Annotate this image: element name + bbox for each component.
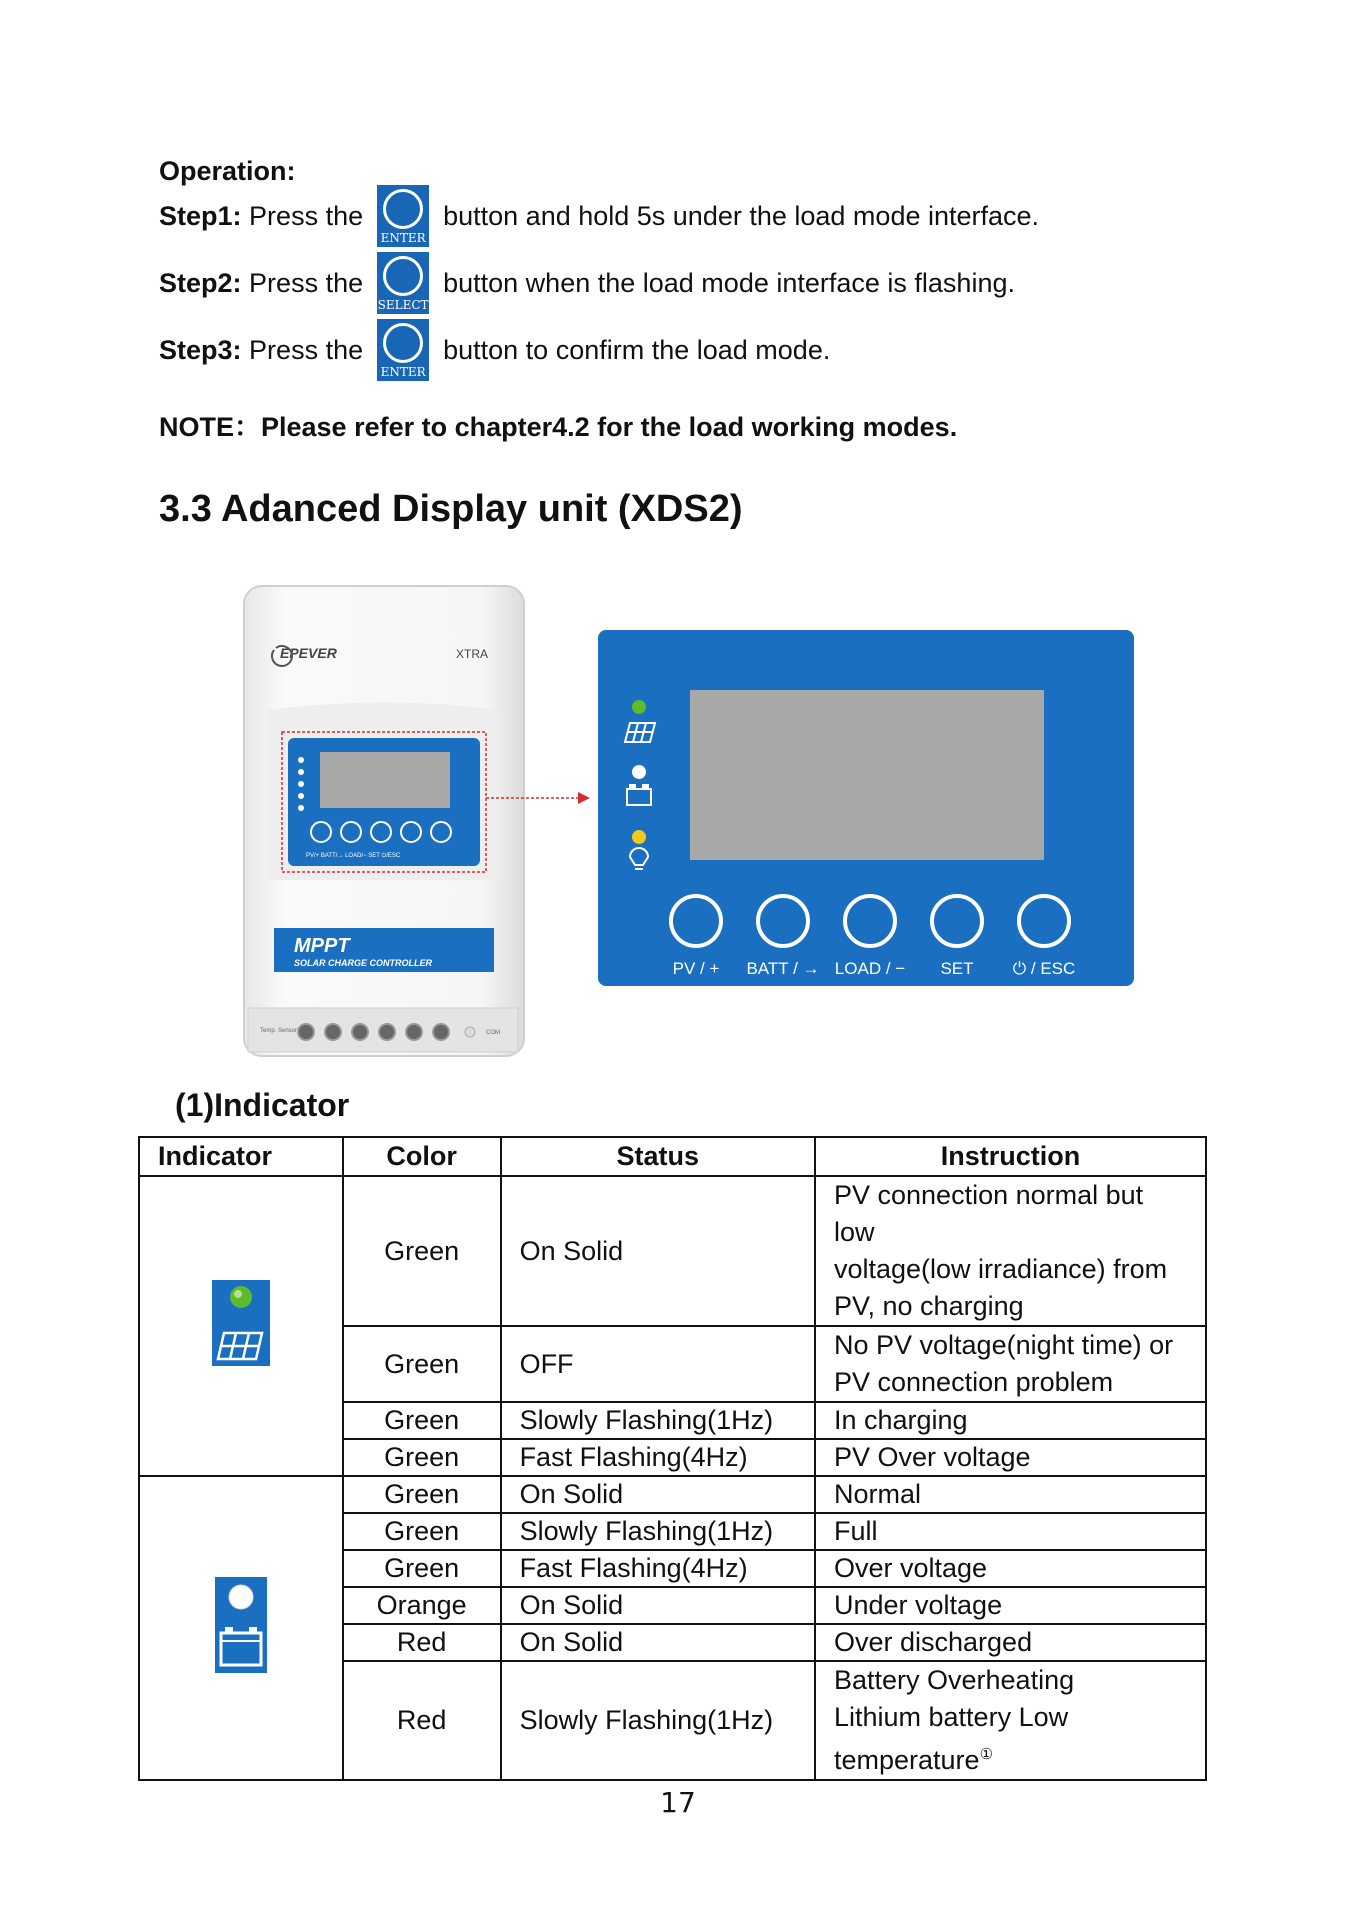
small-button-labels: PV/+ BATT/→ LOAD/− SET ⏻/ESC	[306, 853, 401, 859]
status-cell: Slowly Flashing(1Hz)	[501, 1402, 815, 1439]
color-cell: Green	[343, 1176, 501, 1326]
indicator-table	[138, 1136, 1207, 1781]
pv-indicator-cell	[139, 1176, 343, 1476]
load-led	[632, 830, 646, 844]
step-text: Press the	[249, 267, 364, 298]
step-label: Step3:	[159, 334, 242, 365]
color-cell: Green	[343, 1513, 501, 1550]
color-cell: Green	[343, 1402, 501, 1439]
status-cell: Slowly Flashing(1Hz)	[501, 1661, 815, 1780]
status-cell: On Solid	[501, 1176, 815, 1326]
temp-sensor-label: Temp. Sensor	[260, 1028, 298, 1034]
col-header-status: Status	[501, 1137, 815, 1176]
status-cell: Fast Flashing(4Hz)	[501, 1550, 815, 1587]
status-cell: On Solid	[501, 1624, 815, 1661]
battery-led	[632, 765, 646, 779]
status-cell: Slowly Flashing(1Hz)	[501, 1513, 815, 1550]
color-cell: Green	[343, 1476, 501, 1513]
step-text: Press the	[249, 334, 364, 365]
status-cell: On Solid	[501, 1587, 815, 1624]
status-cell: OFF	[501, 1326, 815, 1402]
enter-button-icon: ENTER	[377, 319, 429, 381]
step-label: Step1:	[159, 200, 242, 231]
step-3	[159, 319, 830, 381]
mppt-title: MPPT	[294, 935, 350, 957]
footnote-mark: ①	[979, 1746, 994, 1763]
step-text: button to confirm the load mode.	[443, 334, 831, 365]
color-cell: Green	[343, 1439, 501, 1476]
color-cell: Green	[343, 1326, 501, 1402]
instruction-cell: Normal	[815, 1476, 1206, 1513]
color-cell: Red	[343, 1661, 501, 1780]
col-header-indicator: Indicator	[139, 1137, 343, 1176]
instruction-cell: Over discharged	[815, 1624, 1206, 1661]
indicator-heading: (1)Indicator	[175, 1087, 350, 1123]
color-cell: Red	[343, 1624, 501, 1661]
step-label: Step2:	[159, 267, 242, 298]
col-header-instruction: Instruction	[815, 1137, 1206, 1176]
status-cell: On Solid	[501, 1476, 815, 1513]
com-label: COM	[486, 1030, 500, 1036]
instruction-cell: PV Over voltage	[815, 1439, 1206, 1476]
instruction-cell: No PV voltage(night time) or PV connection problem	[815, 1326, 1206, 1402]
select-button-icon: SELECT	[377, 252, 429, 314]
pv-indicator-icon	[212, 1280, 270, 1366]
operation-title: Operation:	[159, 156, 296, 186]
set-label: SET	[940, 959, 974, 978]
device-illustration	[238, 580, 1138, 1080]
instruction-cell: In charging	[815, 1402, 1206, 1439]
lcd-screen	[690, 690, 1044, 860]
table-row	[139, 1176, 1206, 1326]
instruction-cell: Under voltage	[815, 1587, 1206, 1624]
note: NOTE：Please refer to chapter4.2 for the load working modes.	[159, 412, 958, 442]
instruction-cell: PV connection normal but low voltage(low irradiance) from PV, no charging	[815, 1176, 1206, 1326]
col-header-color: Color	[343, 1137, 501, 1176]
status-cell: Fast Flashing(4Hz)	[501, 1439, 815, 1476]
mppt-subtitle: SOLAR CHARGE CONTROLLER	[294, 958, 432, 968]
table-row	[139, 1476, 1206, 1513]
batt-label: BATT / →	[746, 959, 820, 978]
battery-indicator-cell	[139, 1476, 343, 1780]
load-minus-label: LOAD / −	[834, 959, 906, 978]
instruction-cell: Full	[815, 1513, 1206, 1550]
color-cell: Green	[343, 1550, 501, 1587]
brand-label: EPEVER	[280, 645, 337, 661]
step-text: button when the load mode interface is flashing.	[443, 267, 1015, 298]
instruction-cell: Over voltage	[815, 1550, 1206, 1587]
pv-plus-label: PV / +	[672, 959, 720, 978]
step-text: Press the	[249, 200, 364, 231]
enter-button-icon: ENTER	[377, 185, 429, 247]
step-1	[159, 185, 1039, 247]
model-label: XTRA	[456, 647, 489, 661]
color-cell: Orange	[343, 1587, 501, 1624]
page-number: 17	[660, 1786, 696, 1819]
step-text: button and hold 5s under the load mode interface.	[443, 200, 1040, 231]
section-title: 3.3 Adanced Display unit (XDS2)	[159, 488, 743, 530]
instruction-cell: Battery Overheating Lithium battery Low temperature①	[815, 1661, 1206, 1780]
battery-indicator-icon	[215, 1577, 267, 1673]
pv-led	[632, 700, 646, 714]
power-esc-label: ⏻ / ESC	[1012, 959, 1076, 978]
step-2	[159, 252, 1015, 314]
